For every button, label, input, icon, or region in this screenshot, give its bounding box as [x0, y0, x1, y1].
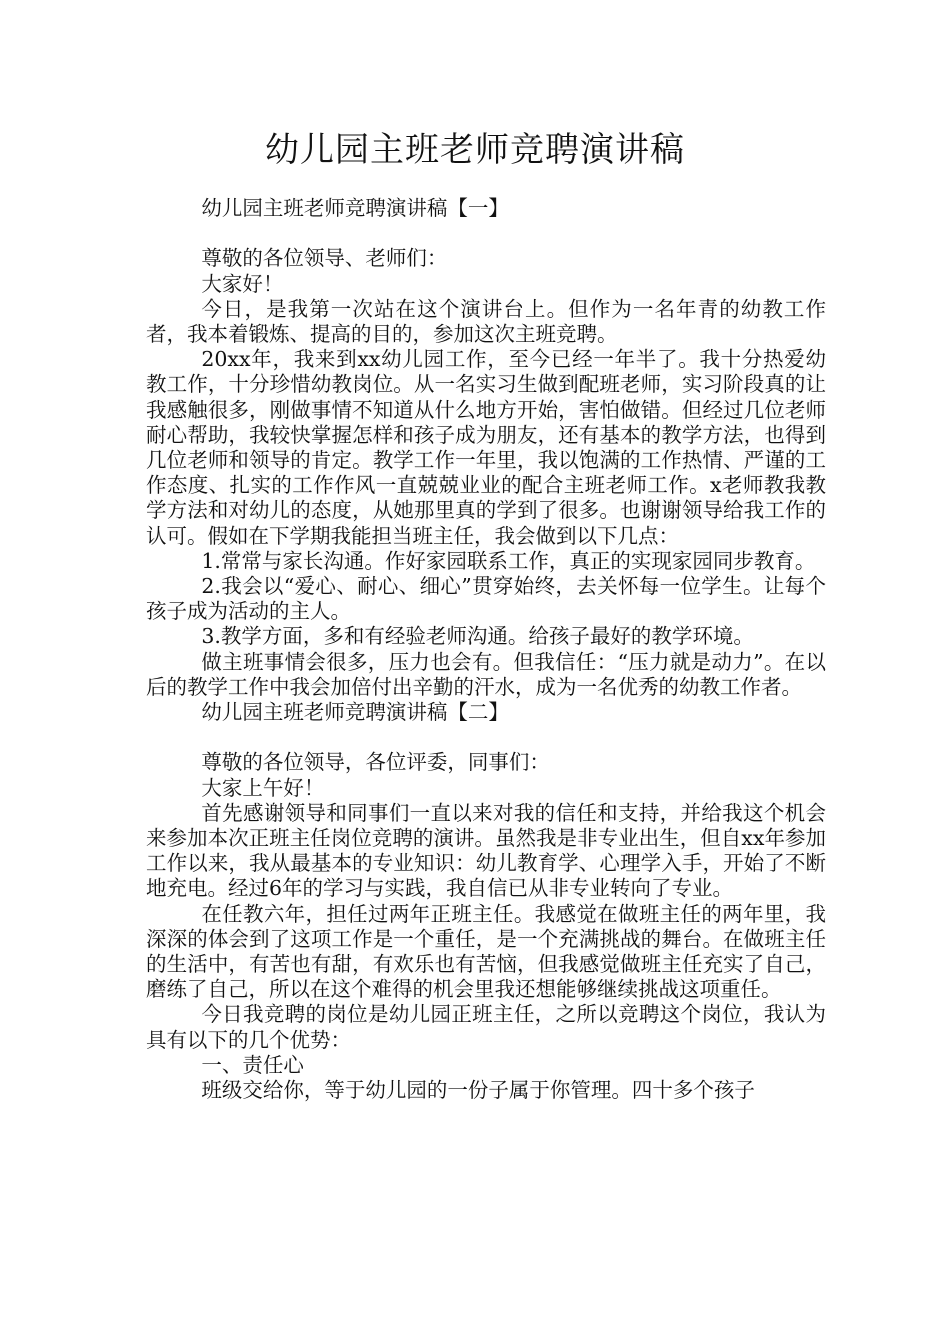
paragraph: 在任教六年，担任过两年正班主任。我感觉在做班主任的两年里，我深深的体会到了这项工作是一个重任，是一个充满挑战的舞台。在做班主任的生活中，有苦也有甜，有欢乐也有苦恼，但我感觉做班主任充实了自己，磨练了自己，所以在这个难得的机会里我还想能够继续挑战这项重任。: [146, 901, 826, 1002]
list-item: 2.我会以“爱心、耐心、细心”贯穿始终，去关怀每一位学生。让每个孩子成为活动的主人。: [146, 574, 826, 624]
paragraph: 今日我竞聘的岗位是幼儿园正班主任，之所以竞聘这个岗位，我认为具有以下的几个优势：: [146, 1002, 826, 1052]
salutation: 尊敬的各位领导、老师们：: [201, 246, 448, 271]
salutation: 尊敬的各位领导，各位评委，同事们：: [201, 750, 550, 775]
blank-line: [146, 725, 826, 750]
list-item: 1.常常与家长沟通。作好家园联系工作，真正的实现家园同步教育。: [201, 548, 816, 573]
blank-line: [146, 221, 826, 246]
paragraph: 今日，是我第一次站在这个演讲台上。但作为一名年青的幼教工作者，我本着锻炼、提高的目的，参加这次主班竞聘。: [146, 296, 826, 346]
document-title: 幼儿园主班老师竞聘演讲稿: [265, 130, 685, 170]
section-1-heading: 幼儿园主班老师竞聘演讲稿【一】: [201, 196, 509, 220]
greeting: 大家好！: [201, 271, 284, 296]
paragraph: 做主班事情会很多，压力也会有。但我信任：“压力就是动力”。在以后的教学工作中我会加倍付出辛勤的汗水，成为一名优秀的幼教工作者。: [146, 649, 826, 699]
section-2-heading: 幼儿园主班老师竞聘演讲稿【二】: [201, 700, 509, 725]
greeting: 大家上午好！: [201, 775, 325, 800]
document-body: [146, 196, 826, 1103]
paragraph: 班级交给你，等于幼儿园的一份子属于你管理。四十多个孩子: [201, 1078, 755, 1103]
paragraph: 首先感谢领导和同事们一直以来对我的信任和支持，并给我这个机会来参加本次正班主任岗位竞聘的演讲。虽然我是非专业出生，但自xx年参加工作以来，我从最基本的专业知识：幼儿教育学、心理学入手，开始了不断地充电。经过6年的学习与实践，我自信已从非专业转向了专业。: [146, 800, 826, 901]
list-item: 3.教学方面，多和有经验老师沟通。给孩子最好的教学环境。: [201, 624, 754, 649]
paragraph: 20xx年，我来到xx幼儿园工作，至今已经一年半了。我十分热爱幼教工作，十分珍惜幼教岗位。从一名实习生做到配班老师，实习阶段真的让我感触很多，刚做事情不知道从什么地方开始，害怕做错。但经过几位老师耐心帮助，我较快掌握怎样和孩子成为朋友，还有基本的教学方法，也得到几位老师和领导的肯定。教学工作一年里，我以饱满的工作热情、严谨的工作态度、扎实的工作作风一直兢兢业业的配合主班老师工作。x老师教我教学方法和对幼儿的态度，从她那里真的学到了很多。也谢谢领导给我工作的认可。假如在下学期我能担当班主任，我会做到以下几点：: [146, 347, 826, 548]
subheading: 一、责任心: [201, 1052, 304, 1077]
